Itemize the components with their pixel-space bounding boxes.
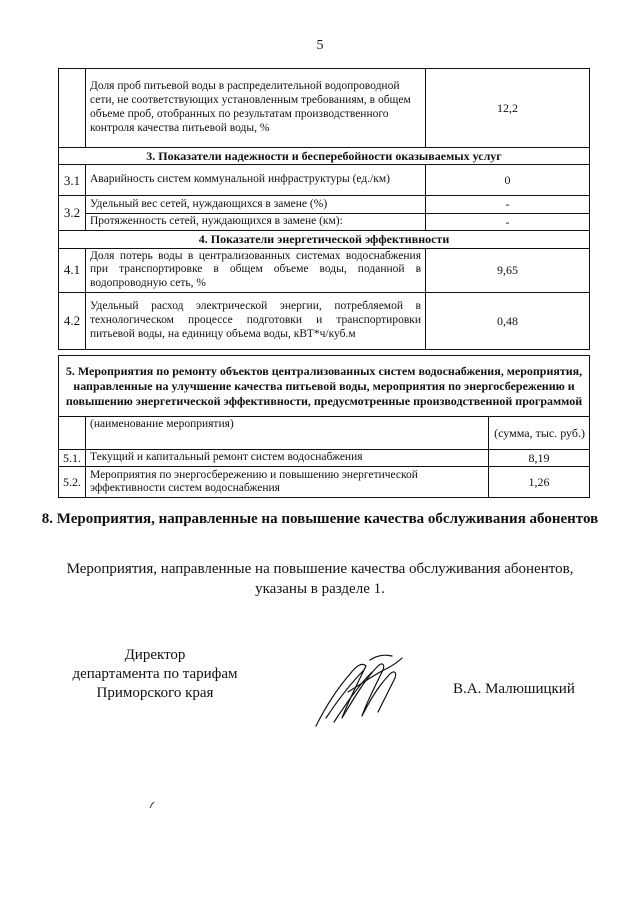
column-header-sum: (сумма, тыс. руб.) [489, 417, 590, 450]
section-8-body: Мероприятия, направленные на повышение качества обслуживания абонентов, указаны в разделе 1. [66, 561, 574, 597]
table-row [59, 248, 590, 292]
row-number: 5.2. [59, 467, 86, 498]
row-number: 3.1 [59, 165, 86, 196]
indicator-value: - [426, 213, 590, 230]
table-row [59, 292, 590, 349]
indicator-text: Удельный расход электрической энергии, потребляемой в технологическом процессе подготовки и транспортировки питьевой воды, на единицу объема воды, кВТ*ч/куб.м [86, 292, 426, 349]
signer-position-line: Приморского края [96, 684, 214, 701]
table-header-row [59, 417, 590, 450]
section-row [59, 356, 590, 417]
indicator-value: 0,48 [426, 292, 590, 349]
section-4-title: 4. Показатели энергетической эффективности [59, 231, 590, 248]
signer-position-line: Директор [124, 647, 186, 663]
table-row [59, 450, 590, 467]
measure-value: 8,19 [489, 450, 590, 467]
indicator-value: - [426, 196, 590, 213]
measure-value: 1,26 [489, 467, 590, 498]
row-number: 4.2 [59, 292, 86, 349]
indicator-value: 12,2 [426, 69, 590, 148]
section-3-title: 3. Показатели надежности и бесперебойности оказываемых услуг [59, 148, 590, 165]
indicator-text: Доля потерь воды в централизованных системах водоснабжения при транспортировке в общем объеме воды, поданной в водопроводную сеть, % [86, 248, 426, 292]
measure-text: Мероприятия по энергосбережению и повышению энергетической эффективности систем водоснабжения [86, 467, 489, 498]
row-number [59, 69, 86, 148]
signer-position [50, 646, 260, 702]
stray-pen-mark [148, 800, 156, 810]
indicators-table [58, 68, 590, 350]
indicator-text: Удельный вес сетей, нуждающихся в замене (%) [86, 196, 426, 213]
section-row [59, 148, 590, 165]
indicator-text: Протяженность сетей, нуждающихся в замене (км): [86, 213, 426, 230]
row-number [59, 417, 86, 450]
signer-position-line: департамента по тарифам [72, 665, 238, 682]
signer-name: В.А. Малюшицкий [453, 681, 575, 697]
section-5-title: 5. Мероприятия по ремонту объектов централизованных систем водоснабжения, мероприятия, направленные на улучшение качества питьевой воды, мероприятия по энергосбережению и повышению энергетической эффективности, предусмотренные производственной программой [59, 356, 590, 417]
handwritten-signature [312, 652, 407, 732]
indicator-value: 9,65 [426, 248, 590, 292]
row-number: 4.1 [59, 248, 86, 292]
indicator-value: 0 [426, 165, 590, 196]
row-number: 5.1. [59, 450, 86, 467]
table-row [59, 467, 590, 498]
indicator-text: Аварийность систем коммунальной инфраструктуры (ед./км) [86, 165, 426, 196]
table-row [59, 165, 590, 196]
page-number: 5 [316, 38, 324, 53]
indicator-text: Доля проб питьевой воды в распределительной водопроводной сети, не соответствующих установленным требованиям, в общем объеме проб, отобранных по результатам производственного контроля качества питьевой воды, % [86, 69, 426, 148]
column-header-name: (наименование мероприятия) [86, 417, 489, 450]
table-row [59, 69, 590, 148]
table-row [59, 196, 590, 213]
section-row [59, 231, 590, 248]
measures-table [58, 355, 590, 498]
table-row [59, 213, 590, 230]
measure-text: Текущий и капитальный ремонт систем водоснабжения [86, 450, 489, 467]
section-8-title: 8. Мероприятия, направленные на повышение качества обслуживания абонентов [41, 511, 599, 527]
row-number: 3.2 [59, 196, 86, 231]
